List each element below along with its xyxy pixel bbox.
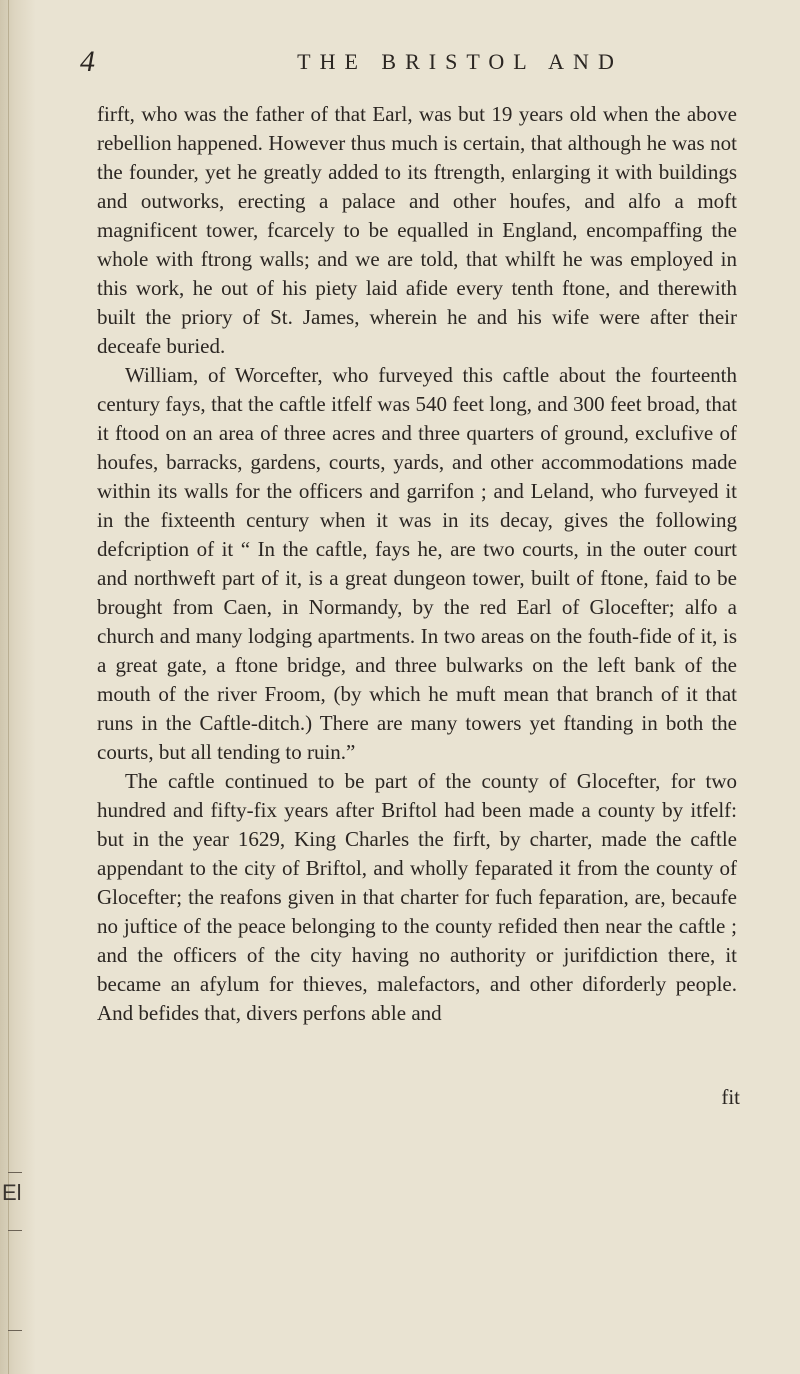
page-header bbox=[0, 42, 800, 82]
margin-tick bbox=[8, 1172, 22, 1173]
page-gutter-shadow bbox=[0, 0, 36, 1374]
running-head: THE BRISTOL AND bbox=[297, 49, 623, 74]
paragraph-1: firft, who was the father of that Earl, was but 19 years old when the above rebellion happened. However thus much is certain, that although he was not the founder, yet he greatly added to its ftrength, enlarging it with buildings and outworks, erecting a palace and other houfes, and alfo a moft magnificent tower, fcarcely to be equalled in England, encompaffing the whole with ftrong walls; and we are told, that whilft he was employed in this work, he out of his piety laid afide every tenth ftone, and therewith built the priory of St. James, wherein he and his wife were after their deceafe buried. bbox=[97, 102, 737, 358]
margin-mark: El bbox=[2, 1180, 22, 1205]
page-edge bbox=[8, 0, 9, 1374]
page-number: 4 bbox=[80, 45, 95, 78]
body-text bbox=[97, 100, 737, 1028]
margin-tick bbox=[8, 1330, 22, 1331]
paragraph-3: The caftle continued to be part of the county of Glocefter, for two hundred and fifty-fix years after Briftol had been made a county by itfelf: but in the year 1629, King Charles the firft, by charter, made the caftle appendant to the city of Briftol, and wholly feparated it from the county of Glocefter; the reafons given in that charter for fuch feparation, are, becaufe no juftice of the peace belonging to the county refided then near the caftle ; and the officers of the city having no authority or jurifdiction there, it became an afylum for thieves, malefactors, and other diforderly people. And befides that, divers perfons able and bbox=[97, 769, 737, 1025]
paragraph-2: William, of Worcefter, who furveyed this caftle about the fourteenth century fays, that the caftle itfelf was 540 feet long, and 300 feet broad, that it ftood on an area of three acres and three quarters of ground, exclufive of houfes, barracks, gardens, courts, yards, and other accommodations made within its walls for the officers and garrifon ; and Leland, who furveyed it in the fixteenth century when it was in its decay, gives the following defcription of it “ In the caftle, fays he, are two courts, in the outer court and northweft part of it, is a great dungeon tower, built of ftone, faid to be brought from Caen, in Normandy, by the red Earl of Glocefter; alfo a church and many lodging apartments. In two areas on the fouth-fide of it, is a great gate, a ftone bridge, and three bulwarks on the left bank of the mouth of the river Froom, (by which he muft mean that branch of it that runs in the Caftle-ditch.) There are many towers yet ftanding in both the courts, but all tending to ruin.” bbox=[97, 363, 737, 764]
margin-tick bbox=[8, 1230, 22, 1231]
catchword: fit bbox=[721, 1085, 740, 1109]
